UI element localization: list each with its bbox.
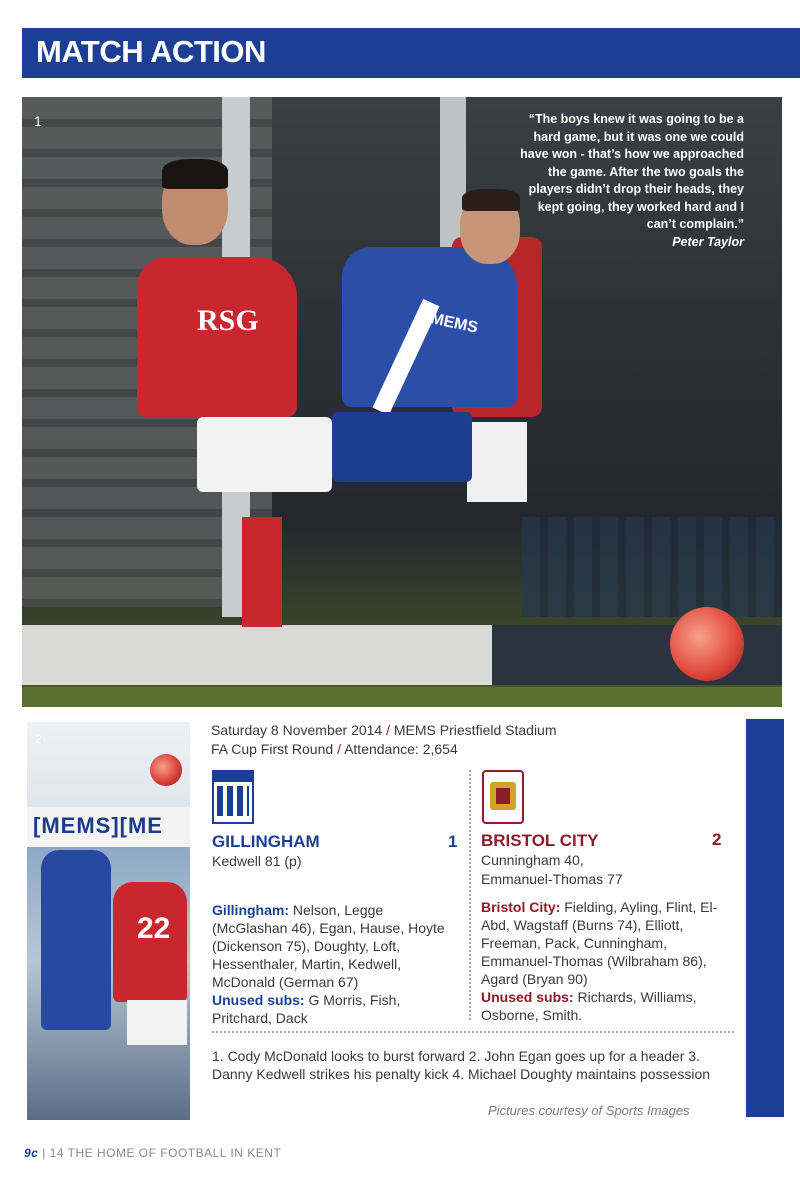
- quote-author: Peter Taylor: [672, 234, 744, 249]
- away-team-name: BRISTOL CITY: [481, 831, 599, 850]
- shirt-sponsor-rsg: RSG: [197, 304, 259, 337]
- subs-players: Richards, Williams, Osborne, Smith.: [481, 989, 697, 1023]
- player-red-back-shorts: [467, 422, 527, 502]
- away-scorer: Cunningham 40,: [481, 852, 584, 868]
- lineup-players: Fielding, Ayling, Flint, El-Abd, Wagstaff (Burns 74), Elliott, Freeman, Pack, Cunningham, Emmanuel-Thomas (Wilbraham 86), Agard (Bryan 90): [481, 899, 718, 987]
- crest-band: [214, 772, 252, 782]
- match-date: Saturday 8 November 2014: [211, 722, 383, 738]
- captions-divider: [212, 1031, 734, 1033]
- player-blue-hair: [462, 189, 520, 211]
- advertising-board: [27, 807, 190, 847]
- away-lineup: [481, 898, 741, 1024]
- pitch: [22, 687, 782, 707]
- manager-quote: [514, 111, 744, 251]
- photo-captions: 1. Cody McDonald looks to burst forward 2. John Egan goes up for a header 3. Danny Kedwell strikes his penalty kick 4. Michael Doughty maintains possession: [212, 1048, 711, 1082]
- football: [150, 754, 182, 786]
- match-info-line-1: [211, 721, 557, 740]
- player-red-shorts: [197, 417, 332, 492]
- match-info-line-2: [211, 740, 557, 759]
- quote-text: “The boys knew it was going to be a hard game, but it was one we could have won - that’s how we approached the game. After the two goals the players didn’t drop their heads, they kept going, they worked hard and I can’t complain.”: [520, 112, 744, 231]
- decorative-strip: [746, 719, 784, 1117]
- board-text: [MEMS][ME: [33, 813, 163, 838]
- page-title: MATCH ACTION: [36, 34, 266, 69]
- home-lineup: [212, 901, 462, 1027]
- crest-shield: [496, 788, 510, 804]
- club-logo-icon: 9c: [24, 1146, 39, 1160]
- home-score: 1: [448, 832, 458, 851]
- bristol-city-crest-icon: [482, 770, 524, 824]
- subs-players: G Morris, Fish, Pritchard, Dack: [212, 992, 401, 1026]
- subs-label: Unused subs:: [481, 989, 574, 1005]
- match-venue: MEMS Priestfield Stadium: [393, 722, 557, 738]
- player-red-shorts: [127, 1000, 187, 1045]
- photo-number: 1: [34, 113, 42, 129]
- photo-credit: Pictures courtesy of Sports Images: [488, 1103, 690, 1118]
- main-photo: [22, 97, 782, 707]
- match-info: [211, 721, 557, 759]
- subs-label: Unused subs:: [212, 992, 305, 1008]
- separator: /: [337, 741, 341, 757]
- separator: /: [386, 722, 390, 738]
- football: [670, 607, 744, 681]
- shirt-sponsor-mems: MEMS: [428, 310, 480, 337]
- competition: FA Cup First Round: [211, 741, 334, 757]
- footer-text: | 14 THE HOME OF FOOTBALL IN KENT: [42, 1146, 282, 1160]
- photo-number: 2: [35, 732, 42, 746]
- home-scorers: Kedwell 81 (p): [212, 853, 302, 869]
- player-red-sock: [242, 517, 282, 627]
- lineup-players: Nelson, Legge (McGlashan 46), Egan, Hause, Hoyte (Dickenson 75), Doughty, Loft, Hessenthaler, Martin, Kedwell, McDonald (German 67): [212, 902, 445, 990]
- shirt-number: 22: [137, 912, 171, 945]
- secondary-photo: [27, 722, 190, 1120]
- header-bar: [22, 28, 800, 78]
- home-team-name: GILLINGHAM: [212, 832, 320, 851]
- crest-stripes: [217, 786, 249, 816]
- lineup-label: Gillingham:: [212, 902, 289, 918]
- team-divider: [469, 770, 471, 1020]
- player-red-hair: [162, 159, 228, 189]
- player-blue-shorts: [332, 412, 472, 482]
- lineup-label: Bristol City:: [481, 899, 561, 915]
- stadium-seats: [522, 517, 782, 617]
- away-scorer: Emmanuel-Thomas 77: [481, 871, 623, 887]
- player-blue: [41, 850, 111, 1030]
- gillingham-crest-icon: [212, 770, 254, 824]
- away-scorers: [481, 851, 681, 889]
- attendance: Attendance: 2,654: [344, 741, 458, 757]
- page-footer: [24, 1146, 281, 1160]
- away-score: 2: [712, 830, 722, 849]
